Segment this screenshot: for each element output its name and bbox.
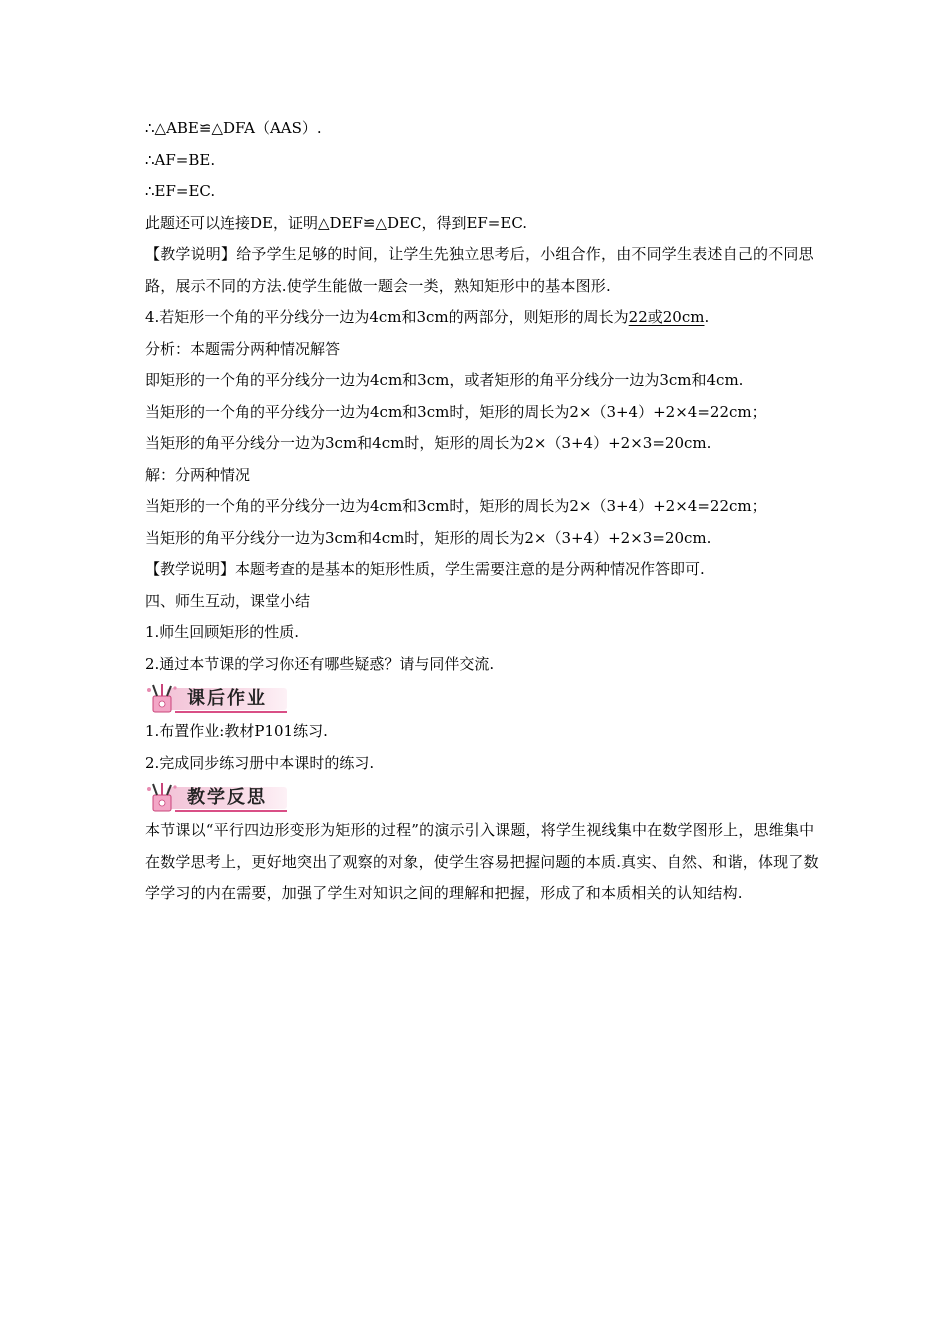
homework-banner	[145, 682, 305, 716]
reflection-banner-underline	[175, 810, 287, 812]
teaching-note-1: 【教学说明】给予学生足够的时间，让学生先独立思考后，小组合作，由不同学生表述自己的不同思路，展示不同的方法.使学生能做一题会一类，熟知矩形中的基本图形.	[145, 245, 814, 295]
section-four-heading: 四、师生互动，课堂小结	[145, 591, 311, 610]
homework-item-2: 2.完成同步练习册中本课时的练习.	[145, 753, 375, 772]
problem-4	[145, 302, 825, 334]
homework-item-1: 1.布置作业:教材P101练习.	[145, 722, 328, 740]
reflection-title: 教学反思	[187, 787, 267, 808]
problem-4-text: 4.若矩形一个角的平分线分一边为4cm和3cm的两部分，则矩形的周长为	[145, 308, 629, 326]
homework-title: 课后作业	[187, 688, 267, 709]
analysis-line-1: 即矩形的一个角的平分线分一边为4cm和3cm，或者矩形的角平分线分一边为3cm和4cm.	[145, 371, 744, 389]
document-body	[145, 113, 825, 910]
analysis-line-2: 当矩形的一个角的平分线分一边为4cm和3cm时，矩形的周长为2×（3+4）+2×4=22cm；	[145, 402, 767, 421]
proof-line-af-be: ∴AF=BE.	[145, 150, 216, 169]
solution-heading: 解：分两种情况	[145, 465, 251, 484]
homework-banner-underline	[175, 711, 287, 713]
pen-holder-icon	[145, 781, 185, 815]
reflection-text: 本节课以“平行四边形变形为矩形的过程”的演示引入课题，将学生视线集中在数学图形上，思维集中在数学思考上，更好地突出了观察的对象，使学生容易把握问题的本质.真实、自然、和谐，体现了数学学习的内在需要，加强了学生对知识之间的理解和把握，形成了和本质相关的认知结构.	[145, 821, 819, 902]
reflection-banner	[145, 781, 305, 815]
teaching-note-2: 【教学说明】本题考查的是基本的矩形性质，学生需要注意的是分两种情况作答即可.	[145, 560, 705, 578]
pen-holder-icon	[145, 682, 185, 716]
analysis-line-3: 当矩形的角平分线分一边为3cm和4cm时，矩形的周长为2×（3+4）+2×3=20cm.	[145, 434, 712, 452]
problem-4-period: .	[704, 308, 710, 326]
problem-4-answer: 22或20cm	[628, 308, 705, 326]
solution-line-1: 当矩形的一个角的平分线分一边为4cm和3cm时，矩形的周长为2×（3+4）+2×4=22cm；	[145, 497, 767, 515]
proof-line-ef-ec: ∴EF=EC.	[145, 182, 216, 200]
proof-line-congruence: ∴△ABE≌△DFA（AAS）.	[145, 119, 322, 137]
summary-item-2: 2.通过本节课的学习你还有哪些疑惑？请与同伴交流.	[145, 654, 495, 673]
solution-line-2: 当矩形的角平分线分一边为3cm和4cm时，矩形的周长为2×（3+4）+2×3=20cm.	[145, 528, 712, 547]
alternative-proof-line: 此题还可以连接DE，证明△DEF≌△DEC，得到EF=EC.	[145, 213, 528, 232]
summary-item-1: 1.师生回顾矩形的性质.	[145, 623, 300, 641]
analysis-heading: 分析：本题需分两种情况解答	[145, 339, 341, 358]
